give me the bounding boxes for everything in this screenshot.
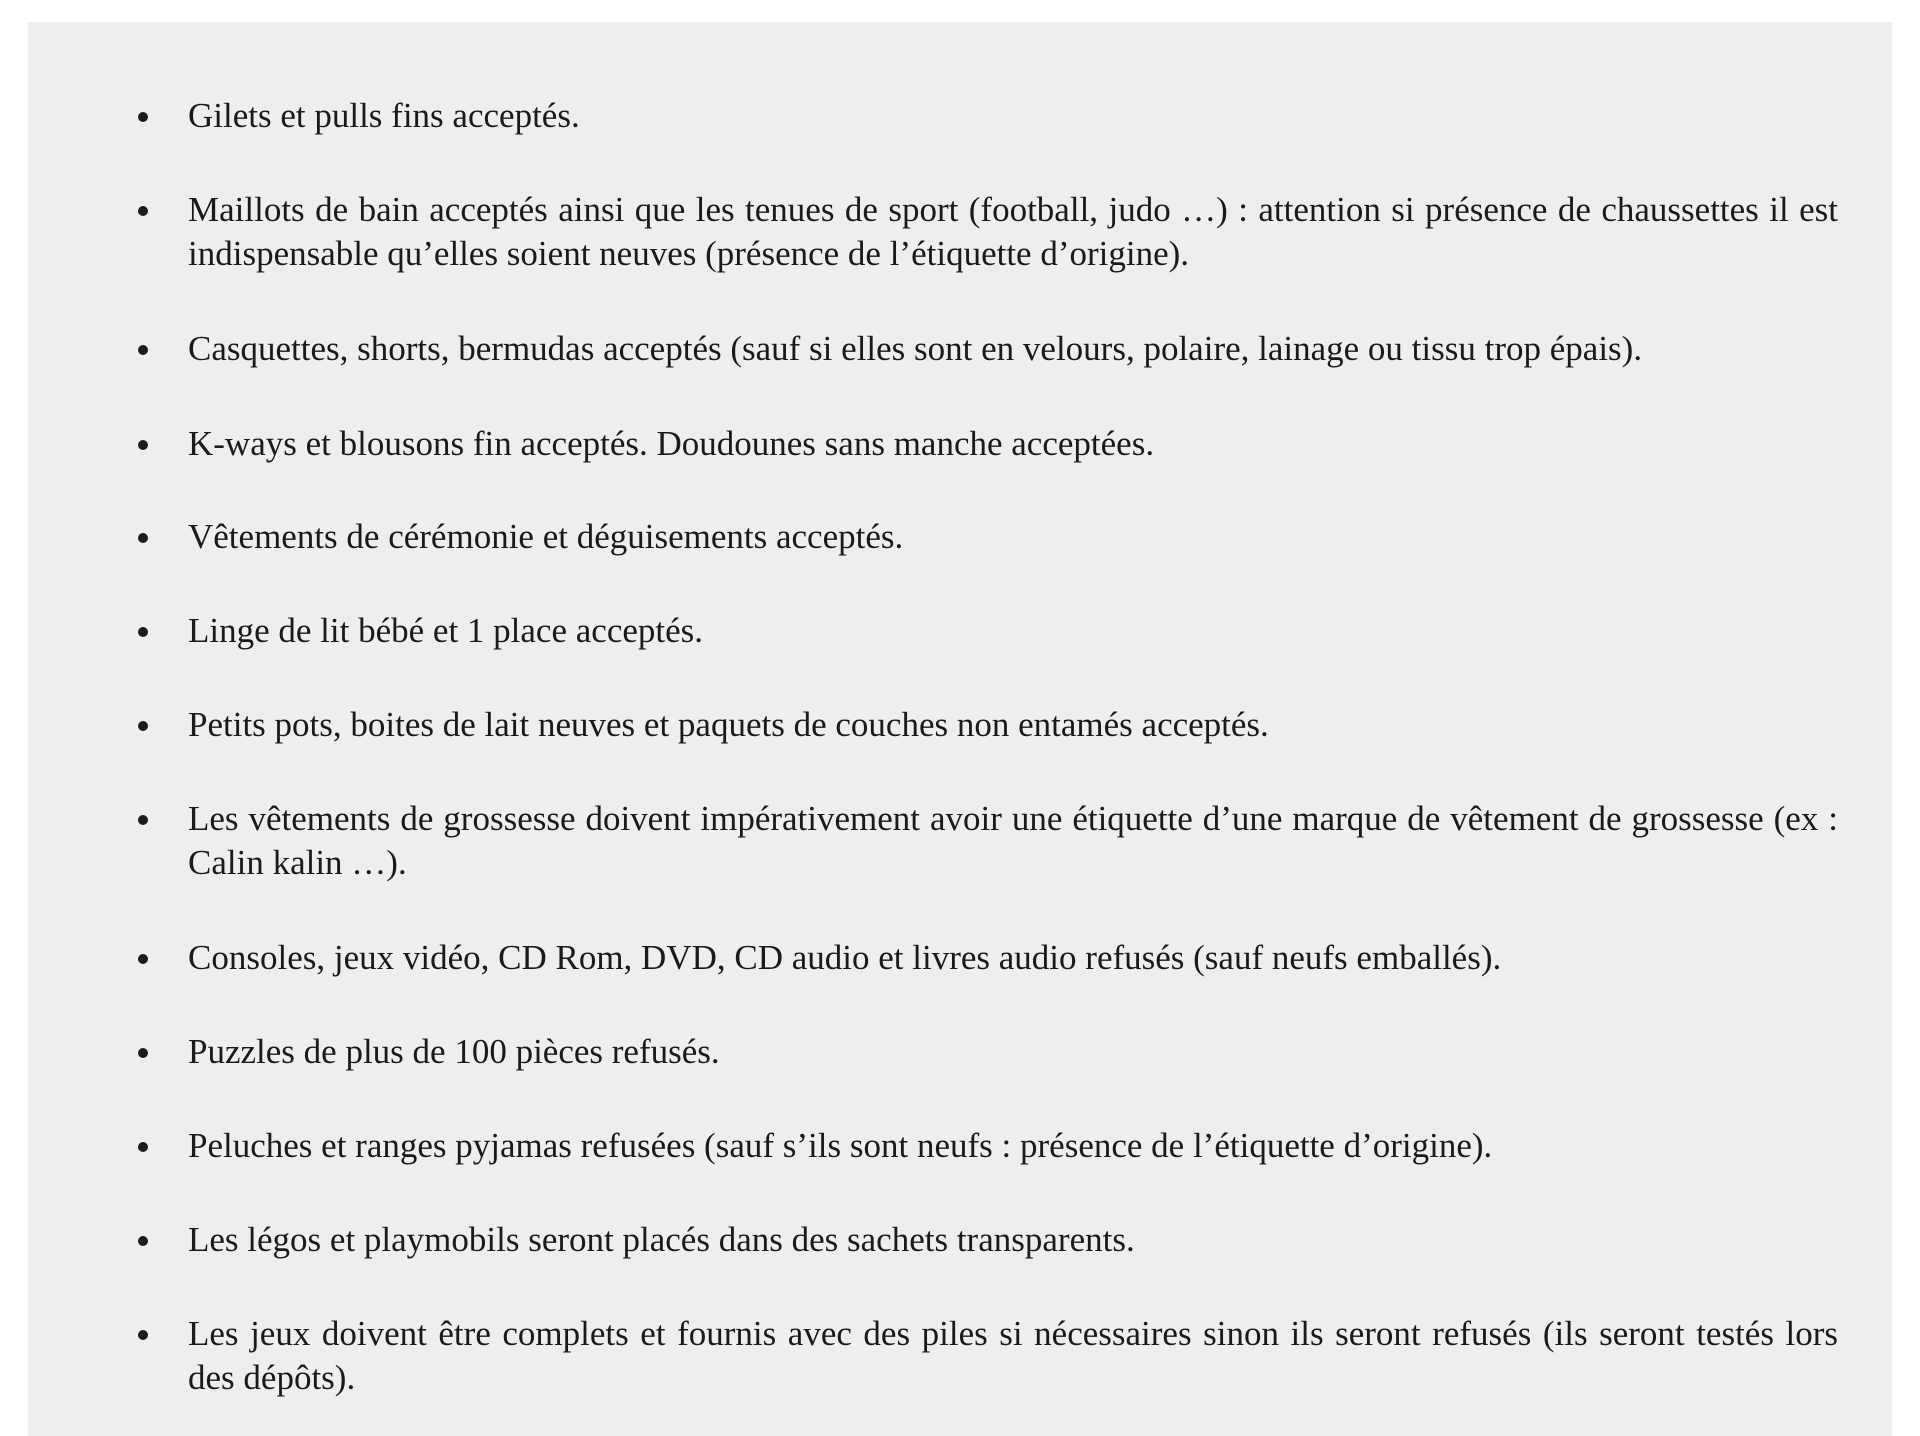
bullet-icon <box>138 533 148 543</box>
bullet-icon <box>138 627 148 637</box>
bullet-icon <box>138 721 148 731</box>
bullet-icon <box>138 440 148 450</box>
list-item-text: Consoles, jeux vidéo, CD Rom, DVD, CD audio et livres audio refusés (sauf neufs emballés). <box>188 938 1502 977</box>
list-item-text: Les vêtements de grossesse doivent impérativement avoir une étiquette d’une marque de vêtement de grossesse (ex : Calin kalin …). <box>188 799 1838 882</box>
bullet-icon <box>138 1330 148 1340</box>
bullet-icon <box>138 1048 148 1058</box>
list-item-text: Petits pots, boites de lait neuves et paquets de couches non entamés acceptés. <box>188 705 1269 744</box>
bullet-icon <box>138 1236 148 1246</box>
list-item-text: Casquettes, shorts, bermudas acceptés (sauf si elles sont en velours, polaire, lainage ou tissu trop épais). <box>188 329 1643 368</box>
list-item-text: Gilets et pulls fins acceptés. <box>188 96 580 135</box>
list-item-text: Les légos et playmobils seront placés dans des sachets transparents. <box>188 1220 1135 1259</box>
bullet-icon <box>138 1142 148 1152</box>
bullet-icon <box>138 345 148 355</box>
list-item-text: Peluches et ranges pyjamas refusées (sauf s’ils sont neufs : présence de l’étiquette d’origine). <box>188 1126 1493 1165</box>
bullet-icon <box>138 815 148 825</box>
list-item-text: Maillots de bain acceptés ainsi que les tenues de sport (football, judo …) : attention si présence de chaussettes il est indispensable qu’elles soient neuves (présence de l’étiquette d’origine). <box>188 190 1838 273</box>
list-item-text: Puzzles de plus de 100 pièces refusés. <box>188 1032 720 1071</box>
list-item-text: Linge de lit bébé et 1 place acceptés. <box>188 611 704 650</box>
scanned-page <box>28 22 1892 1436</box>
list-item-text: K-ways et blousons fin acceptés. Doudounes sans manche acceptées. <box>188 424 1155 463</box>
bullet-icon <box>138 206 148 216</box>
bullet-icon <box>138 112 148 122</box>
list-item-text: Vêtements de cérémonie et déguisements acceptés. <box>188 517 904 556</box>
list-item-text: Les jeux doivent être complets et fournis avec des piles si nécessaires sinon ils seront refusés (ils seront testés lors des dépôts). <box>188 1314 1838 1397</box>
bullet-icon <box>138 954 148 964</box>
